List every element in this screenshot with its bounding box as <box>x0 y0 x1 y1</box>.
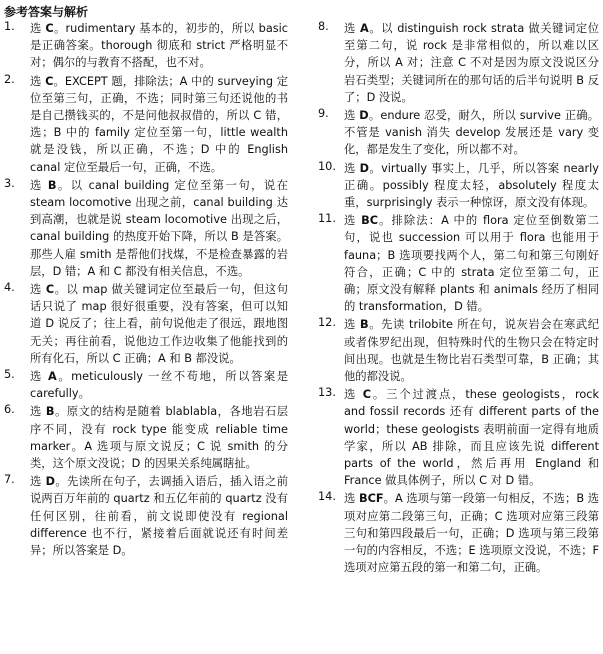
answer-item <box>4 20 288 72</box>
item-number: 13. <box>318 386 336 400</box>
item-number: 7. <box>4 473 15 487</box>
answer-letter: D <box>359 109 369 123</box>
answer-letter: D <box>359 161 370 175</box>
answer-item <box>4 473 288 559</box>
answer-item <box>318 490 599 576</box>
page-title: 参考答案与解析 <box>4 5 89 19</box>
item-text: 选 C。rudimentary 基本的，初步的，所以 basic 是正确答案。thorough 彻底和 strict 严格明显不对；偶尔的与教育不搭配，也不对。 <box>30 22 288 70</box>
answer-letter: B <box>47 178 57 192</box>
item-text: 选 BCF。A 选项与第一段第一句相反，不选；B 选项对应第二段第三句，正确；C 选项对应第三段第三句和第四段最后一句，正确；D 选项与第三段第一句的内容相反，不选；E 选项原文没说，不选；F 选项对应第五段的第一和第二句，正确。 <box>344 492 599 575</box>
item-text: 选 A。以 distinguish rock strata 做关键词定位至第二句，说 rock 是非常相似的，所以难以区分，所以 A 对；注意 C 不对是因为原文没说区分岩石类型；关键词所在的那句话的后半句说明 B 反了；D 没说。 <box>344 22 599 104</box>
item-number: 11. <box>318 212 336 226</box>
answer-item <box>4 177 288 280</box>
item-text: 选 C。三个过渡点，these geologists，rock and fossil records 还有 different parts of the world；these geologists 表明前面一定得有地质学家，所以 AB 排除，而且应该先说 different parts of the world，然后再用 England 和 France 做具体例子，所以 C 对 D 错。 <box>344 388 600 488</box>
answer-item <box>4 281 288 367</box>
item-number: 4. <box>4 281 15 295</box>
item-number: 2. <box>4 72 15 86</box>
right-column <box>318 20 599 578</box>
answer-item <box>318 107 599 159</box>
item-number: 8. <box>318 20 329 33</box>
answer-letter: A <box>360 22 369 35</box>
item-text: 选 C。以 map 做关键词定位至最后一句，但这句话只说了 map 很好很重要，没有答案，但可以知道 D 说反了；往上看，前句说他走了很远，跟地图无关；再往前看，说他边工作边收集了他能找到的所有化石，所以 C 正确；A 和 B 都没说。 <box>30 283 288 365</box>
answer-letter: C <box>45 22 54 35</box>
item-text: 选 BC。排除法：A 中的 flora 定位至倒数第二句，说也 succession 可以用于 flora 也能用于 fauna；B 选项要找两个人，第二句和第三句刚好符合，正确；C 中的 strata 定位至第二句，正确；原文没有解释 plants 和 animals 经历了相同的 transformation，D 错。 <box>344 214 599 314</box>
item-text: 选 C。EXCEPT 题，排除法；A 中的 surveying 定位至第三句，正确，不选；同时第三句还说他的书是自己攒钱买的，不是问他叔叔借的，所以 C 错，选；B 中的 family 定位至第一句，little wealth 就是没钱，所以正确，不选；D 中的 English canal 定位至最后一句，正确，不选。 <box>30 74 288 174</box>
answer-item <box>318 212 599 315</box>
answer-letter: D <box>45 475 55 489</box>
item-number: 12. <box>318 316 336 330</box>
answer-item <box>4 403 288 472</box>
item-number: 14. <box>318 490 336 504</box>
answer-letter: B <box>45 405 55 419</box>
left-column <box>4 20 288 560</box>
item-text: 选 B。先读 trilobite 所在句，说灰岩会在寒武纪或者侏罗纪出现，但特殊时代的生物只会在特定时间出现。也就是生物比岩石类型可靠，B 正确；其他的都没说。 <box>344 318 600 384</box>
item-number: 5. <box>4 368 15 382</box>
item-text: 选 A。meticulously 一丝不苟地，所以答案是 carefully。 <box>30 370 289 401</box>
answer-letter: A <box>48 370 57 384</box>
answer-item <box>318 386 599 489</box>
answer-item <box>318 20 599 106</box>
answer-letter: C <box>362 388 372 402</box>
answer-letter: BCF <box>358 492 384 506</box>
answer-letter: B <box>360 318 369 332</box>
answer-letter: C <box>45 283 55 297</box>
answer-item <box>4 368 288 402</box>
answer-item <box>318 316 599 385</box>
answer-item <box>4 73 288 176</box>
item-number: 1. <box>4 20 15 33</box>
item-text: 选 D。先读所在句子，去调插入语后，插入语之前说两百万年前的 quartz 和五亿年前的 quartz 没有任何区别，往前看，前文说即使没有 regional difference 也不行，紧接着后面就说还有时间差异；所以答案是 D。 <box>30 475 288 558</box>
item-text: 选 B。原文的结构是随着 blablabla，各地岩石层序不同，没有 rock type 能变成 reliable time marker。A 选项与原文说反；C 说 smith 的分类，这个原文没说；D 的因果关系纯属瞎扯。 <box>30 405 288 471</box>
item-number: 6. <box>4 403 15 417</box>
item-text: 选 B。以 canal building 定位至第一句，说在 steam locomotive 出现之前，canal building 达到高潮，也就是说 steam locomotive 出现之后，canal building 的热度开始下降，所以 B 是答案。那些人雇 smith 是帮他们找煤，不是检查暴露的岩层，D 错；A 和 C 都没有相关信息，不选。 <box>30 178 288 278</box>
item-number: 3. <box>4 176 15 190</box>
answer-letter: C <box>45 74 54 88</box>
item-text: 选 D。virtually 事实上，几乎，所以答案 nearly 正确。possibly 程度太轻，absolutely 程度太重，surprisingly 表示一种惊讶，原文没有体现。 <box>344 161 599 210</box>
item-number: 10. <box>318 159 336 173</box>
item-number: 9. <box>318 107 329 121</box>
answer-item <box>318 160 599 212</box>
item-text: 选 D。endure 忍受，耐久，所以 survive 正确。不管是 vanish 消失 develop 发展还是 vary 变化，都是发生了变化，所以都不对。 <box>344 109 599 157</box>
answer-letter: BC <box>361 214 378 228</box>
